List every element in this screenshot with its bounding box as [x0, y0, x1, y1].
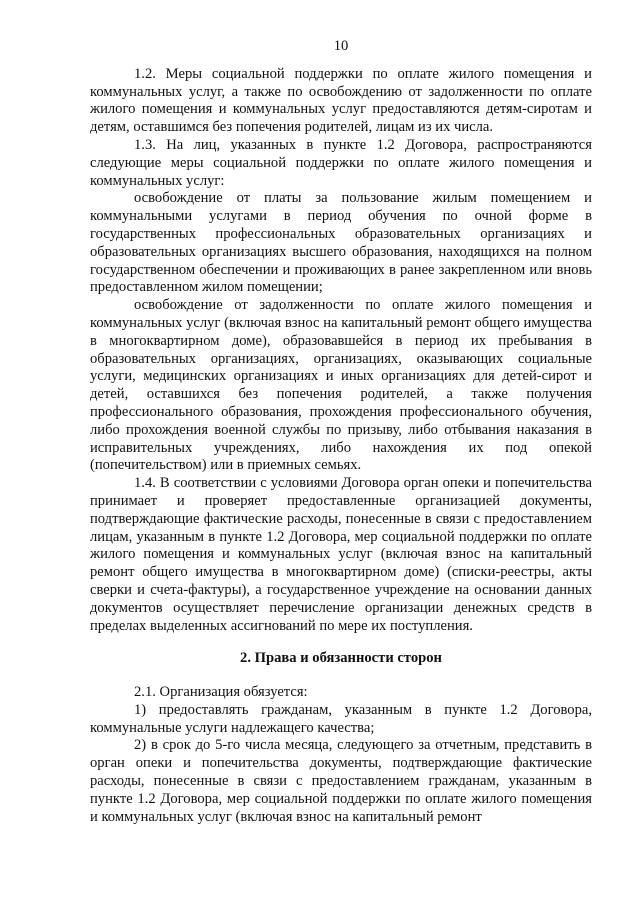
paragraph-2-1-item-2: 2) в срок до 5-го числа месяца, следующего за отчетным, представить в орган опеки и попечительства документы, подтверждающие фактические расходы, понесенные в связи с предоставлением гражданам, указанным в пункте 1.2 Договора, мер социальной поддержки по оплате жилого помещения и коммунальных услуг (включая взнос на капитальный ремонт — [90, 737, 592, 825]
paragraph-1-2: 1.2. Меры социальной поддержки по оплате жилого помещения и коммунальных услуг, а также по освобождению от задолженности по оплате жилого помещения и коммунальных услуг предоставляются детям-сиротам и детям, оставшимся без попечения родителей, лицам из их числа. — [90, 65, 592, 136]
paragraph-1-3: 1.3. На лиц, указанных в пункте 1.2 Договора, распространяются следующие меры социальной поддержки по оплате жилого помещения и коммунальных услуг: — [90, 136, 592, 189]
page-number: 10 — [333, 38, 349, 54]
paragraph-2-1-item-1: 1) предоставлять гражданам, указанным в пункте 1.2 Договора, коммунальные услуги надлежащего качества; — [90, 701, 592, 736]
paragraph-exemption-payment: освобождение от платы за пользование жилым помещением и коммунальными услугами в период обучения по очной форме в государственных профессиональных образовательных организациях и образовательных организациях высшего образования, находящихся на полном государственном обеспечении и проживающих в ранее закрепленном или вновь предоставленном жилом помещении; — [90, 190, 592, 296]
paragraph-2-1: 2.1. Организация обязуется: — [134, 684, 308, 701]
paragraph-1-4: 1.4. В соответствии с условиями Договора орган опеки и попечительства принимает и проверяет предоставленные организацией документы, подтверждающие фактические расходы, понесенные в связи с предоставлением лицам, указанным в пункте 1.2 Договора, мер социальной поддержки по оплате жилого помещения и коммунальных услуг (включая взнос на капитальный ремонт общего имущества в многоквартирном доме) (списки-реестры, акты сверки и счета-фактуры), а государственное учреждение на основании данных документов осуществляет перечисление организации денежных средств в пределах выделенных ассигнований по мере их поступления. — [90, 475, 592, 634]
section-heading: 2. Права и обязанности сторон — [240, 650, 442, 667]
paragraph-exemption-debt: освобождение от задолженности по оплате жилого помещения и коммунальных услуг (включая взнос на капитальный ремонт общего имущества в многоквартирном доме), образовавшейся в период их пребывания в образовательных организациях, организациях, оказывающих социальные услуги, медицинских организациях и иных организациях для детей-сирот и детей, оставшихся без попечения родителей, а также получения профессионального образования, прохождения профессионального обучения, либо прохождения военной службы по призыву, либо отбывания наказания в исправительных учреждениях, либо нахождения их под опекой (попечительством) или в приемных семьях. — [90, 297, 592, 474]
